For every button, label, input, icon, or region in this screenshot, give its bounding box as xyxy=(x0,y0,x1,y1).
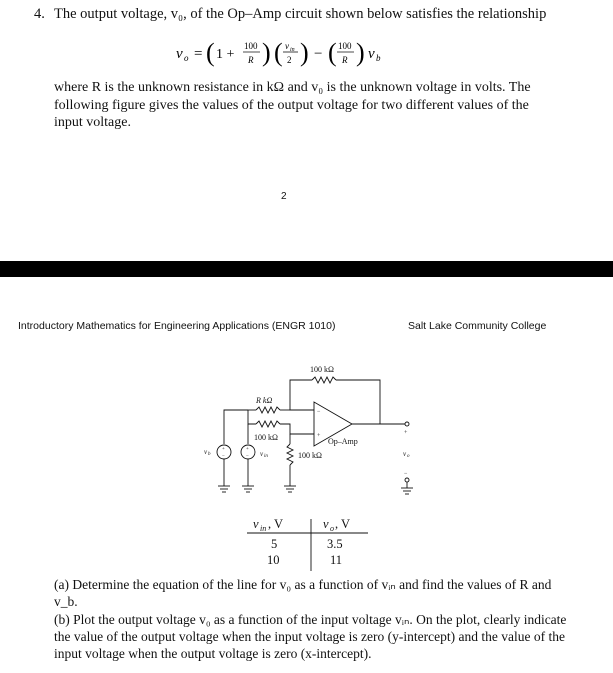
label-minus-in: − xyxy=(317,409,321,415)
page-separator-bar xyxy=(0,261,613,277)
label-bottom-resistor: 100 kΩ xyxy=(298,451,322,460)
ground-vb xyxy=(218,486,230,492)
where-text: where R is the unknown resistance in kΩ and v₀ is the unknown voltage in volts. The following figure gives the values of the output voltage for two different values of the input voltage. xyxy=(54,80,531,130)
label-top-resistor: 100 kΩ xyxy=(310,365,334,374)
formula xyxy=(170,36,430,70)
header-college: Salt Lake Community College xyxy=(408,320,547,332)
question-number: 4. xyxy=(34,6,45,22)
data-table xyxy=(243,513,373,573)
table-cell-vo-2: 11 xyxy=(330,553,343,567)
label-opamp: Op–Amp xyxy=(328,437,358,446)
formula-minus: − xyxy=(314,46,323,62)
paren-open-2: ( xyxy=(274,38,283,67)
table-head-vin-sub: in xyxy=(260,524,267,533)
frac2-num-sub: in xyxy=(290,47,295,53)
label-vo-sub: o xyxy=(407,454,410,459)
label-vb-minus: − xyxy=(222,454,225,459)
part-a: (a) Determine the equation of the line for v₀ as a function of vᵢₙ and find the values of R and v_b. xyxy=(54,577,552,609)
label-vin-minus: − xyxy=(246,454,249,459)
label-mid-resistor: 100 kΩ xyxy=(254,433,278,442)
wire-feedback-top xyxy=(290,380,312,390)
frac1-den: R xyxy=(248,55,254,65)
paren-close-1: ) xyxy=(262,38,271,67)
label-plus-in: + xyxy=(317,433,321,439)
header-course-title: Introductory Mathematics for Engineering Applications (ENGR 1010) xyxy=(18,320,336,332)
ground-bottom xyxy=(284,486,296,492)
paren-open-3: ( xyxy=(328,38,337,67)
ground-output xyxy=(401,488,413,494)
frac2-den: 2 xyxy=(287,55,292,65)
frac3-num: 100 xyxy=(338,41,352,51)
label-r: R kΩ xyxy=(256,396,273,405)
table-head-vin-unit: , V xyxy=(268,517,284,531)
label-vin: v xyxy=(260,450,264,458)
label-vo: v xyxy=(403,450,407,458)
part-b: (b) Plot the output voltage v₀ as a function of the input voltage vᵢₙ. On the plot, clearly indicate the value of the output voltage when the input voltage is zero (y-intercept) and the value of the input voltage when the output voltage is zero (x-intercept). xyxy=(54,612,567,661)
table-cell-vin-1: 5 xyxy=(271,537,278,551)
table-head-vo-unit: , V xyxy=(335,517,351,531)
formula-lhs: v xyxy=(176,46,183,62)
ground-vin xyxy=(242,486,254,492)
wire-inv-input xyxy=(290,390,314,410)
label-vin-plus: + xyxy=(246,447,249,452)
frac3-den: R xyxy=(342,55,348,65)
table-head-vo: v xyxy=(323,517,329,531)
opamp-circuit xyxy=(200,358,430,508)
bottom-resistor xyxy=(287,444,293,465)
mid-resistor xyxy=(256,421,280,427)
formula-vb: v xyxy=(368,46,375,62)
formula-lhs-sub: o xyxy=(184,53,189,63)
frac1-num: 100 xyxy=(244,41,258,51)
formula-vb-sub: b xyxy=(376,53,381,63)
paren-close-2: ) xyxy=(300,38,309,67)
wire-feedback-right xyxy=(336,380,380,424)
table-cell-vo-1: 3.5 xyxy=(327,537,343,551)
table-cell-vin-2: 10 xyxy=(267,553,280,567)
formula-eq: = xyxy=(194,46,203,62)
output-terminal-top xyxy=(405,422,409,426)
label-vb-plus: + xyxy=(222,447,225,452)
wire-vb xyxy=(224,410,248,444)
wire-mid-right xyxy=(280,424,314,434)
label-vb: v xyxy=(204,448,208,456)
paren-close-3: ) xyxy=(356,38,365,67)
top-resistor xyxy=(312,377,336,383)
paren-open-1: ( xyxy=(206,38,215,67)
table-head-vo-sub: o xyxy=(330,524,334,533)
label-vb-sub: b xyxy=(208,452,211,457)
label-vin-sub: in xyxy=(264,454,268,459)
output-terminal-bottom xyxy=(405,478,409,482)
frac2-num-v: v xyxy=(285,41,289,51)
wire-mid-left xyxy=(248,410,256,424)
question-intro: The output voltage, v₀, of the Op–Amp circuit shown below satisfies the relationship xyxy=(54,6,547,22)
label-plus-out: + xyxy=(404,430,408,436)
table-head-vin: v xyxy=(253,517,259,531)
label-minus-out: − xyxy=(404,471,408,477)
r-resistor xyxy=(256,407,280,413)
page-number: 2 xyxy=(281,191,287,202)
formula-one-plus: 1 + xyxy=(216,47,235,62)
